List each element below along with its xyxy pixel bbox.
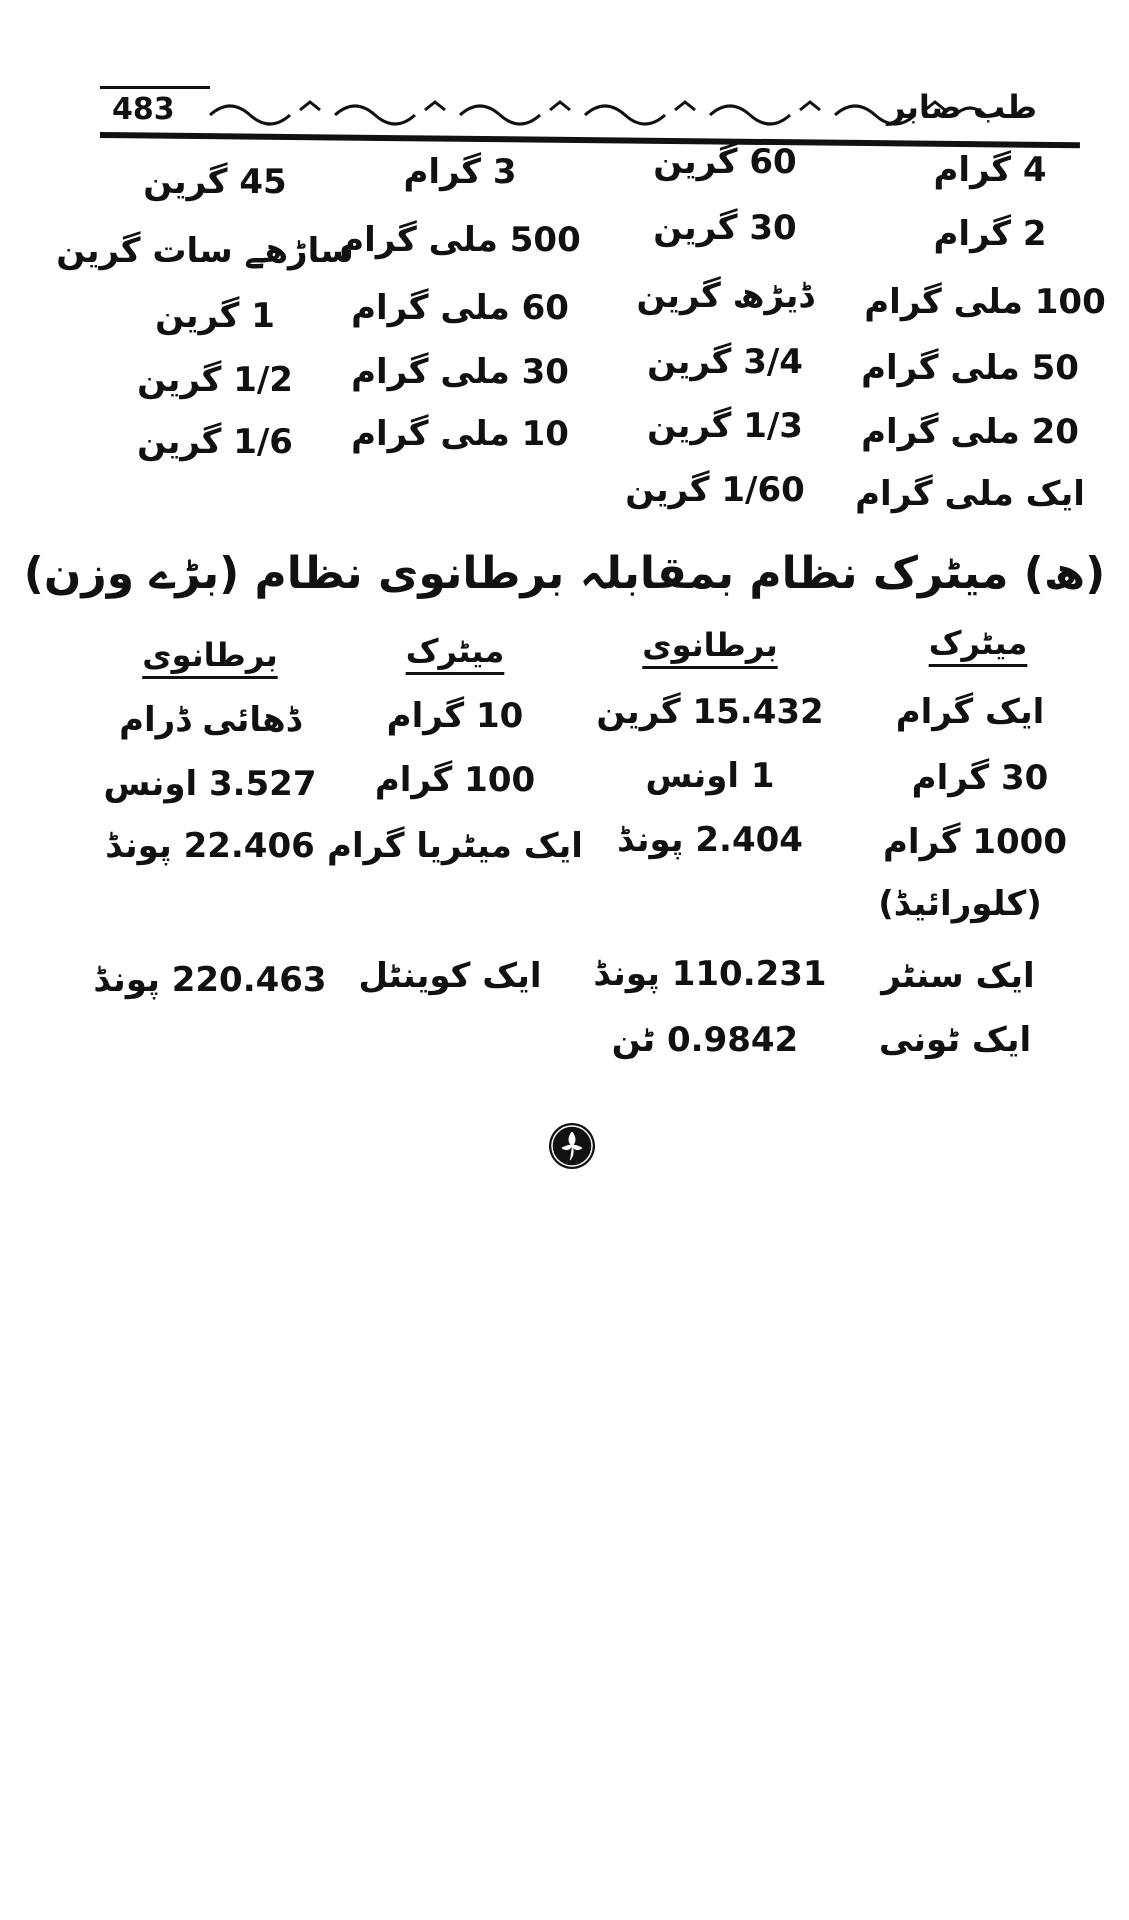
header-rule	[100, 132, 1080, 148]
table-cell: 1 گرین	[155, 296, 275, 336]
table-cell: 50 ملی گرام	[861, 348, 1079, 388]
table-cell: 1/60 گرین	[625, 470, 805, 510]
column-header: برطانوی	[142, 636, 278, 674]
table-cell: 30 گرام	[911, 758, 1049, 798]
table-cell: ایک کوینٹل	[358, 956, 542, 996]
table-cell: 2.404 پونڈ	[617, 820, 803, 860]
table-cell: 10 ملی گرام	[351, 414, 569, 454]
table-cell: 15.432 گرین	[596, 692, 824, 732]
table-cell: 3 گرام	[403, 152, 517, 192]
table-cell: 110.231 پونڈ	[593, 954, 827, 994]
table-cell: 22.406 پونڈ	[105, 826, 315, 866]
table-cell: ایک گرام	[895, 692, 1045, 732]
table-cell: 220.463 پونڈ	[93, 960, 327, 1000]
table-cell: ساڑھے سات گرین	[56, 231, 354, 271]
table-cell: ایک میٹریا گرام	[327, 826, 583, 866]
book-title: طب صابر	[886, 88, 1037, 126]
table-cell: ڈھائی ڈرام	[119, 700, 301, 740]
table-cell: 3.527 اونس	[103, 764, 317, 804]
floral-medallion-icon	[548, 1122, 596, 1170]
table-cell: 3/4 گرین	[647, 342, 803, 382]
table-cell: 500 ملی گرام	[339, 220, 581, 260]
table-cell: 1/2 گرین	[137, 360, 293, 400]
table-cell: 4 گرام	[933, 150, 1047, 190]
table-cell: 2 گرام	[933, 214, 1047, 254]
table-cell: 100 گرام	[374, 760, 536, 800]
table-cell: 60 گرین	[653, 142, 797, 182]
column-header: میٹرک	[928, 624, 1028, 662]
table-cell: 20 ملی گرام	[861, 412, 1079, 452]
table-cell: ایک ٹونی	[878, 1020, 1032, 1060]
table-cell: 0.9842 ٹن	[611, 1020, 799, 1060]
header-ornamental-border	[205, 90, 995, 130]
column-header: برطانوی	[642, 626, 778, 664]
table-cell: 1 اونس	[645, 756, 775, 796]
section-heading: (ھ) میٹرک نظام بمقابلہ برطانوی نظام (بڑے وزن)	[23, 548, 1106, 599]
table-cell: 1/6 گرین	[137, 422, 293, 462]
table-cell: 30 گرین	[653, 208, 797, 248]
table-cell: ایک سنٹر	[881, 956, 1035, 996]
page-number: 483	[112, 92, 175, 127]
table-cell: 1/3 گرین	[647, 406, 803, 446]
page-number-overline	[100, 86, 210, 89]
table-cell: 100 ملی گرام	[864, 282, 1106, 322]
table-cell: ایک ملی گرام	[855, 474, 1085, 514]
table-cell: 1000 گرام	[883, 822, 1067, 862]
table-cell: (کلورائیڈ)	[878, 884, 1042, 924]
table-cell: 30 ملی گرام	[351, 352, 569, 392]
table-cell: 45 گرین	[143, 162, 287, 202]
column-header: میٹرک	[405, 632, 505, 670]
table-cell: 10 گرام	[386, 696, 524, 736]
table-cell: ڈیڑھ گرین	[636, 276, 814, 316]
table-cell: 60 ملی گرام	[351, 288, 569, 328]
